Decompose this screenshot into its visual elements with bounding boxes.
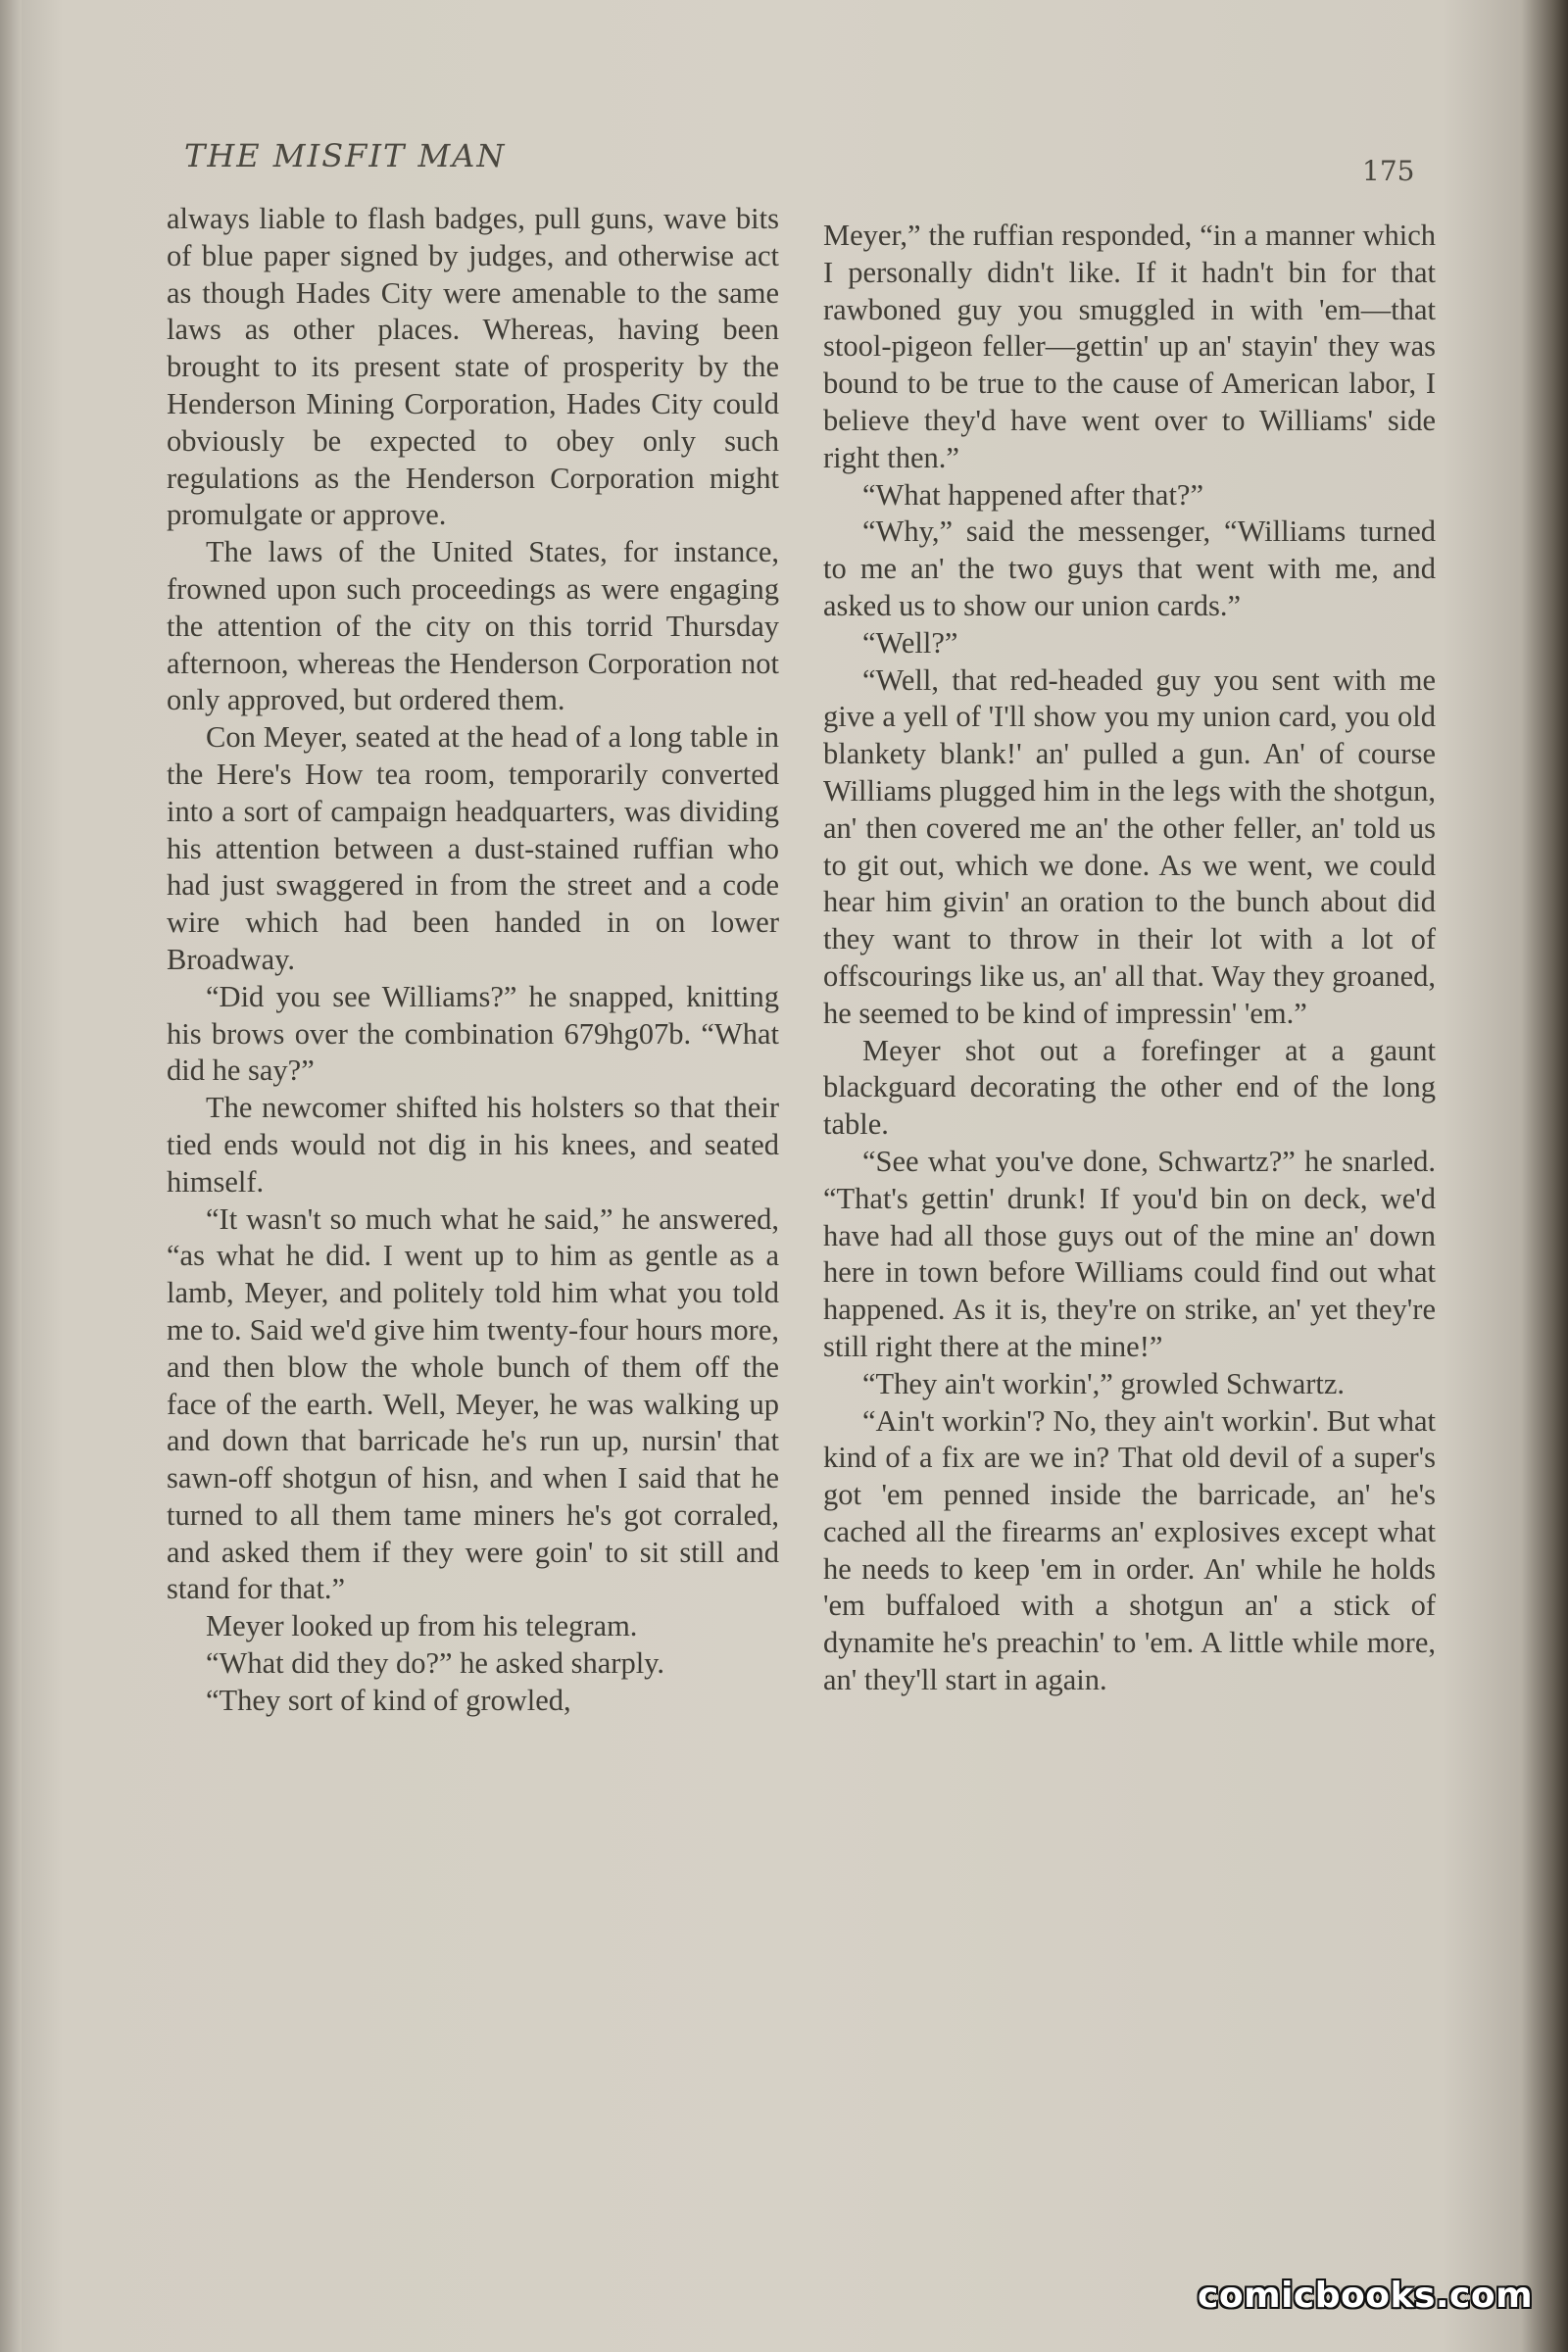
paragraph: “Ain't workin'? No, they ain't workin'. But what kind of a fix are we in? That old devil of a super's got 'em penned inside the barricade, an' he's cached all the firearms an' explosives except what he needs to keep 'em in order. An' while he holds 'em buffaloed with a shotgun an' a stick of dynamite he's preachin' to 'em. A little while more, an' they'll start in again.: [823, 1403, 1436, 1697]
paragraph: “They sort of kind of growled,: [206, 1683, 571, 1717]
page-number: 175: [1362, 155, 1415, 187]
paragraph: “They ain't workin',” growled Schwartz.: [862, 1366, 1346, 1400]
paragraph: Con Meyer, seated at the head of a long table in the Here's How tea room, temporarily converted into a sort of campaign headquarters, was dividing his attention between a dust-stained ruffian who had just swaggered in from the street and a code wire which had been handed in on lower Broadway.: [167, 720, 779, 976]
running-title: THE MISFIT MAN: [184, 137, 507, 174]
paragraph: “See what you've done, Schwartz?” he snarled. “That's gettin' drunk! If you'd bin on deck, we'd have had all those guys out of the mine an' down here in town before Williams could find out what happened. As it is, they're on strike, an' yet they're still right there at the mine!”: [823, 1144, 1436, 1363]
paragraph: always liable to flash badges, pull guns, wave bits of blue paper signed by judges, and otherwise act as though Hades City were amenable to the same laws as other places. Whereas, having been brought to its present state of prosperity by the Henderson Mining Corporation, Hades City could obviously be expected to obey only such regulations as the Henderson Corporation might promulgate or approve.: [167, 202, 779, 532]
paragraph: The laws of the United States, for instance, frowned upon such proceedings as were engaging the attention of the city on this torrid Thursday afternoon, whereas the Henderson Corporation not only approved, but ordered them.: [167, 535, 779, 717]
paragraph: “What did they do?” he asked sharply.: [206, 1646, 665, 1681]
paragraph: “Did you see Williams?” he snapped, knitting his brows over the combination 679hg07b. “What did he say?”: [167, 979, 779, 1088]
left-text-column: [167, 201, 779, 1720]
paragraph: “Well, that red-headed guy you sent with me give a yell of 'I'll show you my union card, you old blankety blank!' an' pulled a gun. An' of course Williams plugged him in the legs with the shotgun, an' then covered me an' the other feller, an' told us to git out, which we done. As we went, we could hear him givin' an oration to the bunch about did they want to throw in their lot with a lot of offscourings like us, an' all that. Way they groaned, he seemed to be kind of impressin' 'em.”: [823, 662, 1436, 1030]
paragraph: Meyer looked up from his telegram.: [206, 1609, 638, 1643]
page-binding-edge: [0, 0, 22, 2352]
paragraph: The newcomer shifted his holsters so that their tied ends would not dig in his knees, and seated himself.: [167, 1091, 779, 1199]
right-text-column: [823, 218, 1436, 1699]
site-watermark: comicbooks.com: [1198, 2276, 1534, 2316]
paragraph: “What happened after that?”: [862, 477, 1203, 512]
paragraph: “It wasn't so much what he said,” he answered, “as what he did. I went up to him as gentle as a lamb, Meyer, and politely told him what you told me to. Said we'd give him twenty-four hours more, and then blow the whole bunch of them off the face of the earth. Well, Meyer, he was walking up and down that barricade he's run up, nursin' that sawn-off shotgun of hisn, and when I said that he turned to all them tame miners he's got corraled, and asked them if they were goin' to sit still and stand for that.”: [167, 1201, 779, 1606]
paragraph: “Why,” said the messenger, “Williams turned to me an' the two guys that went with me, and asked us to show our union cards.”: [823, 514, 1436, 622]
paragraph: “Well?”: [862, 625, 958, 660]
paragraph: Meyer shot out a forefinger at a gaunt blackguard decorating the other end of the long table.: [823, 1033, 1436, 1142]
paragraph: Meyer,” the ruffian responded, “in a manner which I personally didn't like. If it hadn't bin for that rawboned guy you smuggled in with 'em—that stool-pigeon feller—gettin' up an' stayin' they was bound to be true to the cause of American labor, I believe they'd have went over to Williams' side right then.”: [823, 219, 1436, 474]
